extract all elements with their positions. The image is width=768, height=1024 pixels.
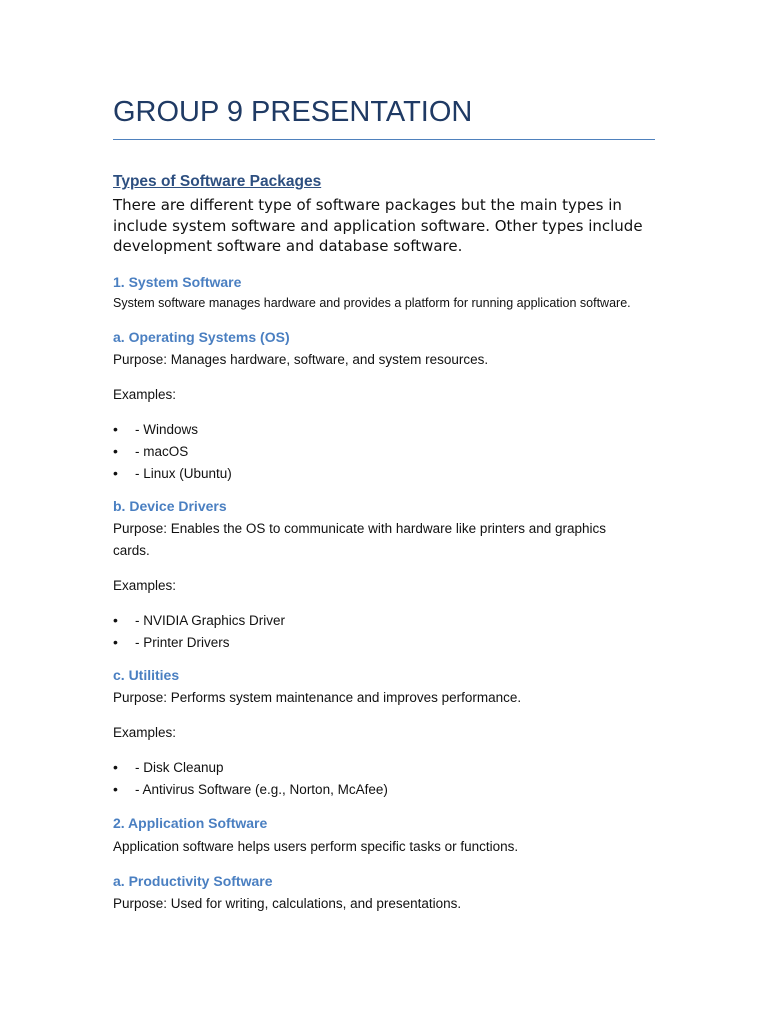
list-item — [113, 443, 188, 459]
bullet — [113, 465, 135, 481]
intro-paragraph: There are different type of software packages but the main types in include system software and application software. Other types include development software and database software. — [113, 196, 643, 255]
device-drivers-purpose: Purpose: Enables the OS to communicate with hardware like printers and graphics cards. — [113, 521, 607, 558]
section-title: Types of Software Packages — [113, 173, 322, 190]
list-item-text: - Windows — [135, 422, 199, 437]
application-software-heading: 2. Application Software — [113, 815, 268, 831]
device-drivers-heading: b. Device Drivers — [113, 498, 227, 514]
list-item — [113, 421, 198, 437]
utilities-purpose: Purpose: Performs system maintenance and improves performance. — [113, 690, 522, 705]
os-purpose: Purpose: Manages hardware, software, and system resources. — [113, 352, 489, 367]
list-item-text: - NVIDIA Graphics Driver — [135, 613, 286, 628]
os-examples-label: Examples: — [113, 387, 177, 402]
productivity-purpose: Purpose: Used for writing, calculations, and presentations. — [113, 896, 462, 911]
system-software-heading: 1. System Software — [113, 274, 242, 290]
os-heading: a. Operating Systems (OS) — [113, 329, 290, 345]
bullet — [113, 443, 135, 459]
utilities-examples-label: Examples: — [113, 725, 177, 740]
list-item-text: - macOS — [135, 444, 189, 459]
utilities-heading: c. Utilities — [113, 667, 180, 683]
bullet — [113, 759, 135, 775]
document-title: GROUP 9 PRESENTATION — [113, 96, 473, 128]
list-item — [113, 612, 285, 628]
bullet — [113, 634, 135, 650]
title-divider — [113, 139, 655, 140]
list-item-text: - Linux (Ubuntu) — [135, 466, 232, 481]
list-item-text: - Printer Drivers — [135, 635, 230, 650]
list-item — [113, 759, 224, 775]
list-item-text: - Disk Cleanup — [135, 760, 224, 775]
bullet — [113, 421, 135, 437]
system-software-description: System software manages hardware and provides a platform for running application software. — [113, 296, 631, 310]
list-item — [113, 781, 388, 797]
bullet — [113, 781, 135, 797]
bullet — [113, 612, 135, 628]
list-item — [113, 465, 232, 481]
list-item-text: - Antivirus Software (e.g., Norton, McAfee) — [135, 782, 388, 797]
application-software-description: Application software helps users perform specific tasks or functions. — [113, 839, 519, 854]
device-drivers-examples-label: Examples: — [113, 578, 177, 593]
productivity-heading: a. Productivity Software — [113, 873, 273, 889]
list-item — [113, 634, 230, 650]
